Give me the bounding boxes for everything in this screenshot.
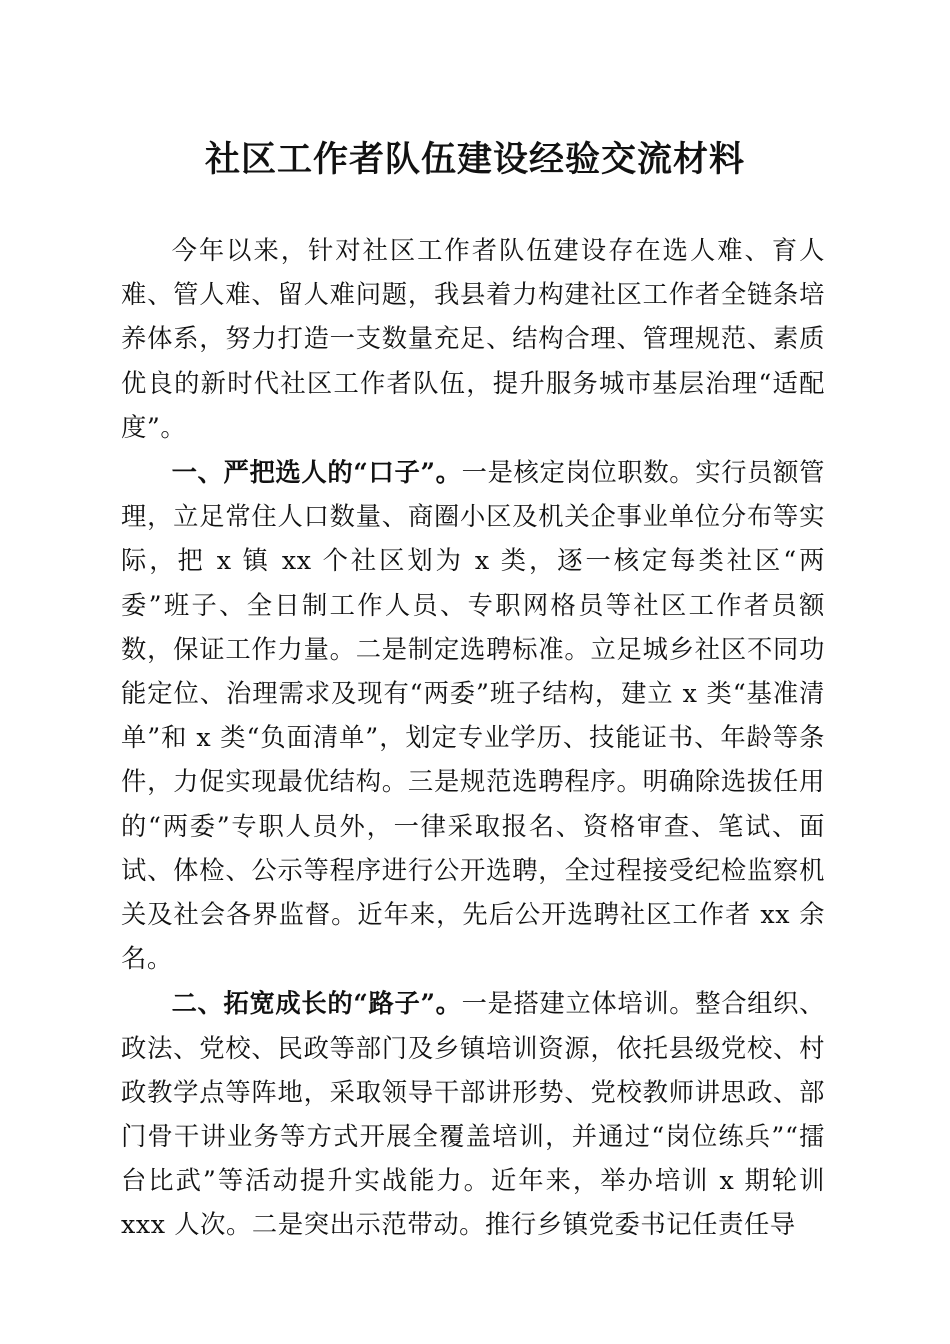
paragraph-intro <box>121 229 825 450</box>
paragraph-text: 一是搭建立体培训。整合组织、政法、党校、民政等部门及乡镇培训资源，依托县级党校、村政教学点等阵地，采取领导干部讲形势、党校教师讲思政、部门骨干讲业务等方式开展全覆盖培训，并通过“岗位练兵”“擂台比武”等活动提升实战能力。近年来，举办培训 x 期轮训 xxx 人次。二是突出示范带动。推行乡镇党委书记任责任导 <box>121 989 825 1240</box>
section-heading: 一、严把选人的“口子”。 <box>171 457 462 488</box>
paragraph-section-2 <box>121 981 825 1247</box>
paragraph-section-1 <box>121 450 825 981</box>
section-heading: 二、拓宽成长的“路子”。 <box>171 988 462 1019</box>
paragraph-text: 一是核定岗位职数。实行员额管理，立足常住人口数量、商圈小区及机关企事业单位分布等实际，把 x 镇 xx 个社区划为 x 类，逐一核定每类社区“两委”班子、全日制工作人员、专职网格员等社区工作者员额数，保证工作力量。二是制定选聘标准。立足城乡社区不同功能定位、治理需求及现有“两委”班子结构，建立 x 类“基准清单”和 x 类“负面清单”，划定专业学历、技能证书、年龄等条件，力促实现最优结构。三是规范选聘程序。明确除选拔任用的“两委”专职人员外，一律采取报名、资格审查、笔试、面试、体检、公示等程序进行公开选聘，全过程接受纪检监察机关及社会各界监督。近年来，先后公开选聘社区工作者 xx 余名。 <box>121 458 825 974</box>
document-body <box>121 229 825 1248</box>
paragraph-text: 今年以来，针对社区工作者队伍建设存在选人难、育人难、管人难、留人难问题，我县着力构建社区工作者全链条培养体系，努力打造一支数量充足、结构合理、管理规范、素质优良的新时代社区工作者队伍，提升服务城市基层治理“适配度”。 <box>121 236 825 442</box>
document-title: 社区工作者队伍建设经验交流材料 <box>204 139 745 180</box>
